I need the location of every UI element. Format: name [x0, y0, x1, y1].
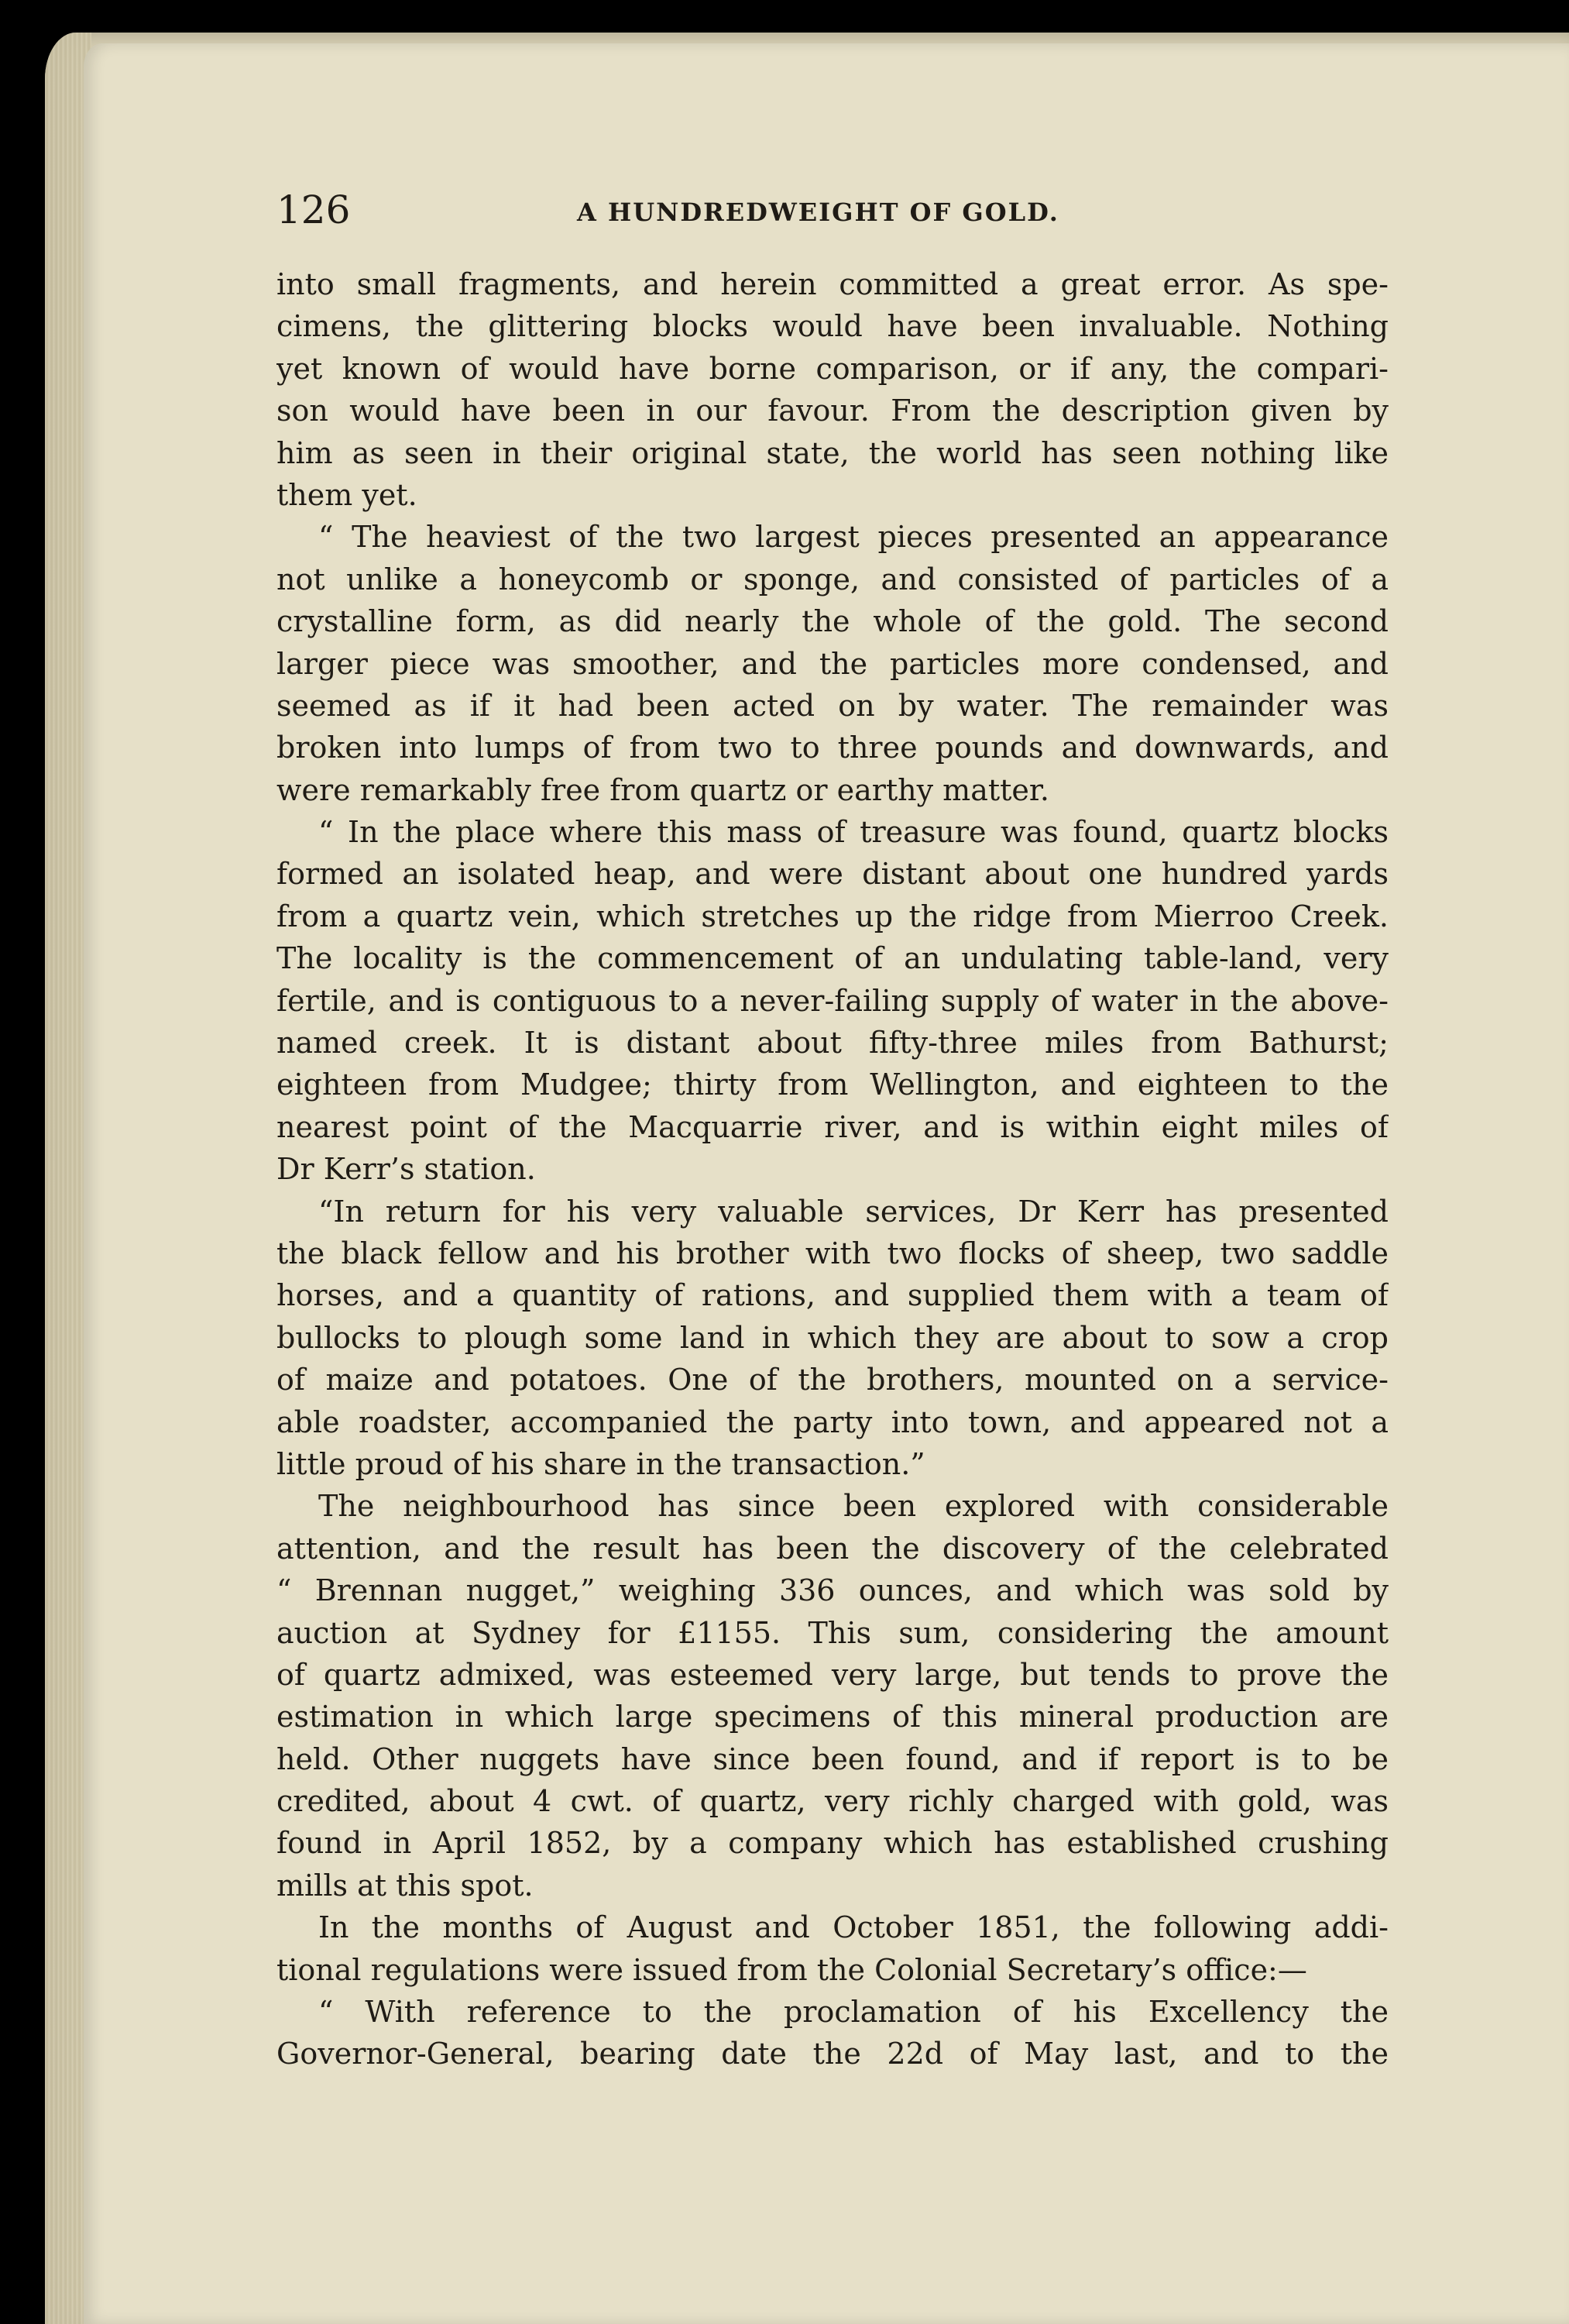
- paragraph: [276, 811, 1389, 1191]
- body-text: [276, 263, 1389, 2075]
- text-line: The neighbourhood has since been explored with considerable: [318, 1489, 1389, 1524]
- paragraph: [276, 1485, 1389, 1906]
- text-line: auction at Sydney for £1155. This sum, considering the amount: [276, 1615, 1389, 1650]
- text-line: credited, about 4 cwt. of quartz, very richly charged with gold, was: [276, 1784, 1389, 1819]
- text-line: Dr Kerr’s station.: [276, 1152, 536, 1187]
- text-line: “ Brennan nugget,” weighing 336 ounces, and which was sold by: [276, 1573, 1389, 1608]
- text-line: The locality is the commencement of an undulating table-land, very: [276, 941, 1389, 976]
- text-line: the black fellow and his brother with two flocks of sheep, two saddle: [276, 1236, 1389, 1270]
- text-line: of quartz admixed, was esteemed very large, but tends to prove the: [276, 1657, 1389, 1692]
- text-line: “In return for his very valuable services, Dr Kerr has presented: [318, 1194, 1389, 1229]
- text-line: named creek. It is distant about fifty-three miles from Bathurst;: [276, 1026, 1389, 1061]
- text-line: them yet.: [276, 477, 417, 512]
- text-line: yet known of would have borne comparison, or if any, the compari-: [276, 351, 1389, 386]
- text-line: eighteen from Mudgee; thirty from Wellington, and eighteen to the: [276, 1067, 1389, 1102]
- text-line: him as seen in their original state, the world has seen nothing like: [276, 435, 1389, 470]
- text-line: found in April 1852, by a company which has established crushing: [276, 1826, 1389, 1861]
- text-line: attention, and the result has been the discovery of the celebrated: [276, 1531, 1389, 1566]
- text-line: tional regulations were issued from the Colonial Secretary’s office:—: [276, 1952, 1307, 1987]
- text-line: into small fragments, and herein committed a great error. As spe-: [276, 267, 1389, 301]
- paragraph: [276, 1906, 1389, 1991]
- text-line: crystalline form, as did nearly the whole of the gold. The second: [276, 604, 1389, 639]
- paragraph: [276, 263, 1389, 516]
- text-line: “ In the place where this mass of treasure was found, quartz blocks: [318, 815, 1389, 850]
- text-line: formed an isolated heap, and were distant about one hundred yards: [276, 857, 1389, 892]
- text-line: held. Other nuggets have since been found, and if report is to be: [276, 1741, 1389, 1776]
- running-title: A HUNDREDWEIGHT OF GOLD.: [577, 198, 1059, 227]
- text-line: seemed as if it had been acted on by water. The remainder was: [276, 688, 1389, 723]
- text-line: fertile, and is contiguous to a never-failing supply of water in the above-: [276, 983, 1389, 1018]
- text-line: cimens, the glittering blocks would have been invaluable. Nothing: [276, 309, 1389, 344]
- paragraph: [276, 516, 1389, 811]
- text-line: “ The heaviest of the two largest pieces presented an appearance: [318, 520, 1389, 555]
- text-line: nearest point of the Macquarrie river, and is within eight miles of: [276, 1109, 1389, 1144]
- text-line: horses, and a quantity of rations, and supplied them with a team of: [276, 1278, 1389, 1313]
- text-line: from a quartz vein, which stretches up the ridge from Mierroo Creek.: [276, 899, 1389, 933]
- text-line: little proud of his share in the transaction.”: [276, 1446, 925, 1481]
- text-line: mills at this spot.: [276, 1868, 534, 1903]
- text-line: not unlike a honeycomb or sponge, and consisted of particles of a: [276, 562, 1389, 596]
- paragraph: [276, 1991, 1389, 2075]
- page-number: 126: [276, 187, 351, 232]
- paragraph: [276, 1191, 1389, 1486]
- text-line: Governor-General, bearing date the 22d of May last, and to the: [276, 2037, 1389, 2071]
- text-line: broken into lumps of from two to three pounds and downwards, and: [276, 731, 1389, 765]
- page-header: [276, 183, 1392, 237]
- text-line: of maize and potatoes. One of the brothers, mounted on a service-: [276, 1363, 1389, 1397]
- text-line: able roadster, accompanied the party into town, and appeared not a: [276, 1404, 1389, 1439]
- text-line: were remarkably free from quartz or earthy matter.: [276, 772, 1049, 807]
- text-line: “ With reference to the proclamation of his Excellency the: [318, 1995, 1389, 2030]
- text-line: estimation in which large specimens of this mineral production are: [276, 1700, 1389, 1734]
- text-line: bullocks to plough some land in which they are about to sow a crop: [276, 1320, 1389, 1355]
- text-line: larger piece was smoother, and the particles more condensed, and: [276, 646, 1389, 681]
- text-line: In the months of August and October 1851, the following addi-: [318, 1910, 1389, 1945]
- text-line: son would have been in our favour. From the description given by: [276, 394, 1389, 428]
